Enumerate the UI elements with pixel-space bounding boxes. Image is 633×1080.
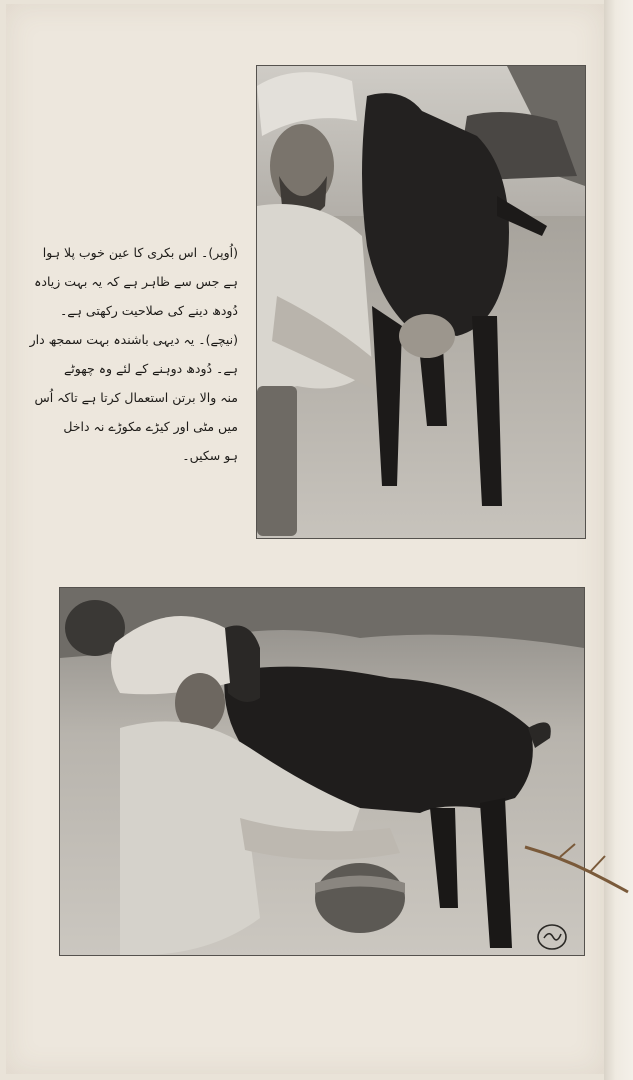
goat-udder [399, 314, 455, 358]
top-photo [257, 66, 585, 538]
page-edge [604, 0, 633, 1080]
goat-head [225, 626, 260, 703]
caption-line: دُودھ دینے کی صلاحیت رکھتی ہے۔ [59, 303, 238, 318]
milk-can [257, 386, 297, 536]
bottom-photo [60, 588, 584, 955]
caption-line: میں مٹی اور کیڑے مکوڑے نہ داخل [63, 419, 238, 434]
caption-line: (نیچے)۔ یہ دیہی باشندہ بہت سمجھ دار [29, 332, 238, 347]
caption-line: ہے۔ دُودھ دوہنے کے لئے وہ چھوٹے [63, 361, 238, 376]
photo-caption [29, 238, 238, 470]
twig-decoration [520, 842, 630, 902]
caption-line: ہے جس سے ظاہر ہے کہ یہ بہت زیادہ [34, 274, 238, 289]
caption-line: منہ والا برتن استعمال کرتا ہے تاکہ اُس [34, 390, 238, 405]
caption-line: (اُوپر)۔ اس بکری کا عین خوب پلا ہوا [42, 245, 238, 260]
caption-line: ہو سکیں۔ [182, 448, 238, 463]
milk-pot [315, 863, 405, 933]
photo-stamp-icon [535, 922, 569, 952]
